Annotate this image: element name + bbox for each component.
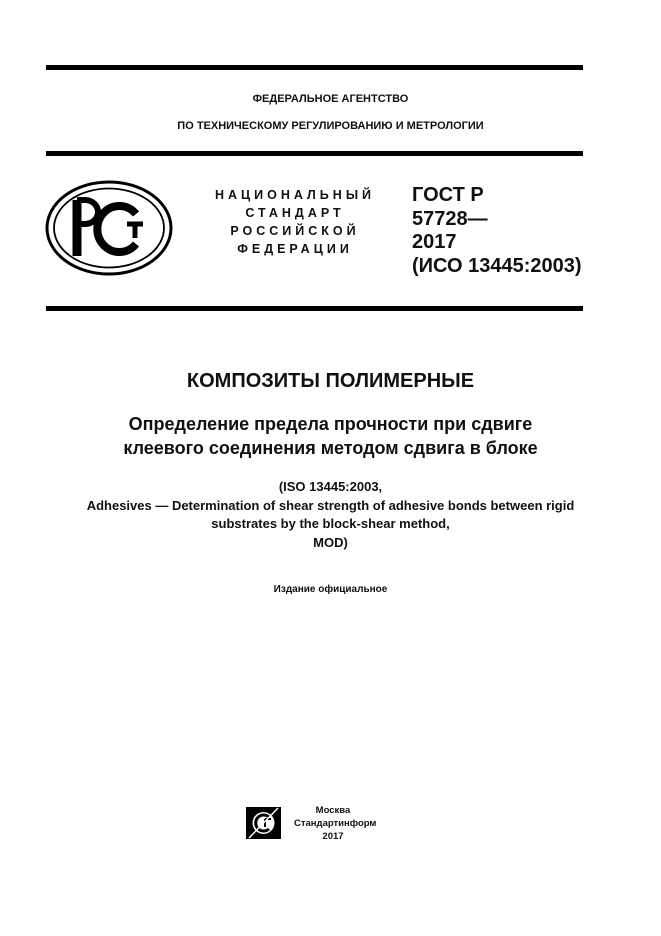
agency-name-line2: ПО ТЕХНИЧЕСКОМУ РЕГУЛИРОВАНИЮ И МЕТРОЛОГИИ (177, 120, 484, 132)
publisher-imprint (294, 804, 377, 843)
iso-line-1: (ISO 13445:2003, (278, 479, 383, 494)
rst-mark-icon (45, 180, 173, 276)
iso-reference (0, 478, 661, 552)
designation-line-3: 2017 (412, 231, 457, 253)
publisher-year: 2017 (322, 831, 344, 842)
national-standard-label (190, 186, 400, 258)
designation-line-1: ГОСТ Р (412, 184, 484, 206)
standartinform-logo-icon (245, 806, 282, 840)
iso-line-3: substrates by the block-shear method, (211, 516, 450, 531)
designation-line-4: (ИСО 13445:2003) (412, 254, 582, 277)
iso-line-2: Adhesives — Determination of shear strength of adhesive bonds between rigid (86, 497, 575, 513)
edition-label: Издание официальное (273, 584, 388, 595)
designation-line-2: 57728— (412, 207, 488, 230)
document-title: КОМПОЗИТЫ ПОЛИМЕРНЫЕ (186, 370, 475, 392)
national-line-3: РОССИЙСКОЙ (230, 224, 360, 238)
agency-name-line1: ФЕДЕРАЛЬНОЕ АГЕНТСТВО (252, 93, 409, 105)
iso-line-4: MOD) (313, 534, 348, 550)
document-subtitle (0, 412, 661, 460)
header-rule (46, 151, 583, 156)
block-rule (46, 306, 583, 311)
subtitle-line-2: клеевого соединения методом сдвига в блоке (123, 438, 538, 458)
national-line-1: НАЦИОНАЛЬНЫЙ (214, 188, 376, 202)
national-line-4: ФЕДЕРАЦИИ (237, 242, 353, 256)
standard-designation (412, 184, 582, 278)
subtitle-line-1: Определение предела прочности при сдвиге (128, 414, 533, 434)
publisher-name: Стандартинформ (294, 818, 377, 829)
national-line-2: СТАНДАРТ (245, 206, 345, 220)
top-rule (46, 65, 583, 70)
publisher-city: Москва (315, 805, 351, 816)
